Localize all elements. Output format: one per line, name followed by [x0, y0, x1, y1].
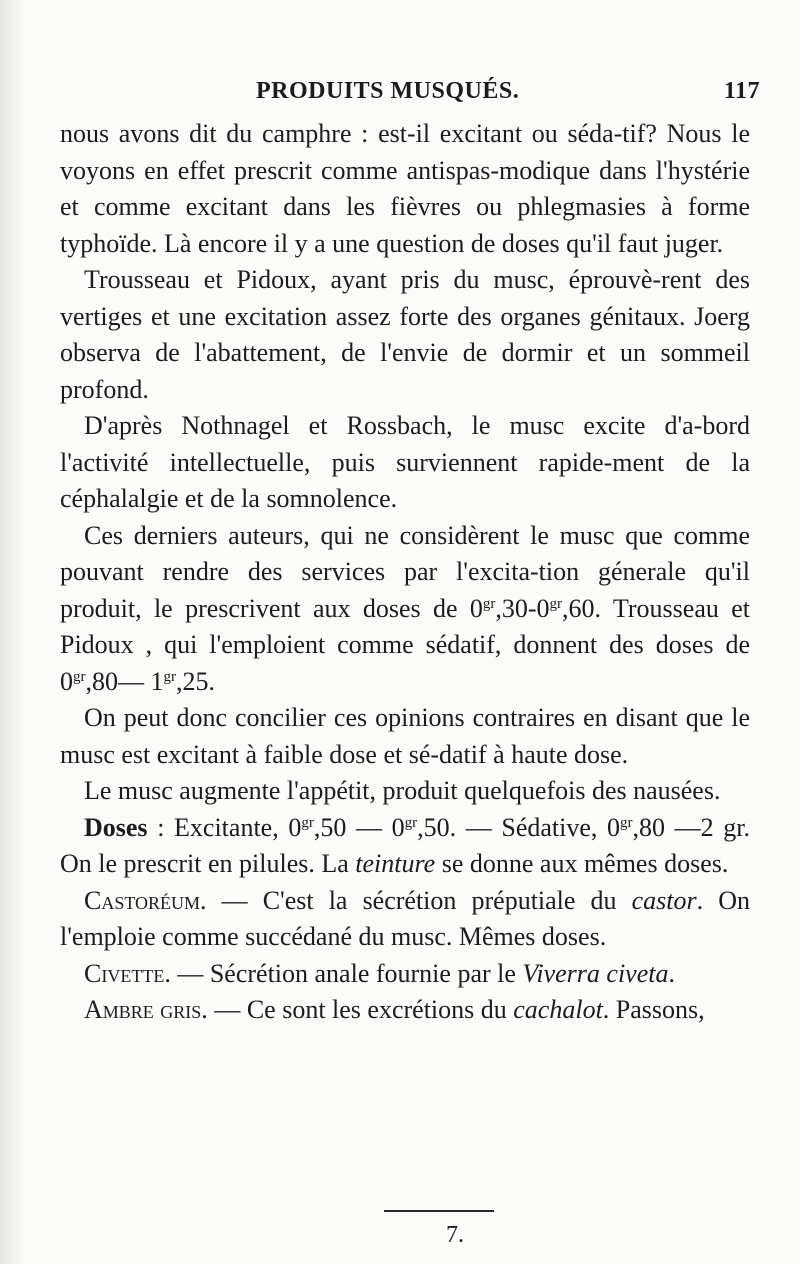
running-head — [60, 74, 760, 108]
paragraph-castoreum: Castoréum. — C'est la sécrétion préputiale du castor. On l'emploie comme succédané du musc. Mêmes doses. — [60, 885, 750, 951]
page-number: 117 — [723, 78, 760, 104]
running-title: PRODUITS MUSQUÉS. — [256, 78, 520, 104]
paragraph-appetit: Le musc augmente l'appétit, produit quelquefois des nausées. — [84, 776, 721, 805]
signature-mark: 7. — [446, 1222, 464, 1248]
paragraph-nothnagel: D'après Nothnagel et Rossbach, le musc excite d'a-bord l'activité intellectuelle, puis surviennent rapide-ment de la céphalalgie et de la somnolence. — [60, 411, 750, 513]
section-rule — [384, 1210, 494, 1212]
paragraph-trousseau: Trousseau et Pidoux, ayant pris du musc, éprouvè-rent des vertiges et une excitation assez forte des organes génitaux. Joerg observa de l'abattement, de l'envie de dormir et un sommeil profond. — [60, 265, 750, 404]
ambre-gris-label: Ambre gris. — [84, 995, 208, 1024]
paragraph-doses-auteurs: Ces derniers auteurs, qui ne considèrent le musc que comme pouvant rendre des services par l'excita-tion génerale qu'il produit, le prescrivent aux doses de $0^{gr},30-0^{gr},60$. Trousseau et Pidoux , qui l'emploient comme sédatif, donnent des doses de $0^{gr},80—$ $1^{gr},25$. — [60, 520, 750, 696]
civette-label: Civette. — [84, 958, 171, 988]
paragraph-doses: Doses : Excitante, $0^{gr},50$ — $0^{gr},50$. — Sédative, $0^{gr},80$ —2 gr. On le prescrit en pilules. La teinture se donne aux mêmes doses. — [60, 812, 751, 878]
paragraph-camphre: nous avons dit du camphre : est-il excitant ou séda-tif? Nous le voyons en effet prescrit comme antispas-modique dans l'hystérie et comme excitant dans les fièvres ou phlegmasies à forme typhoïde. Là encore il y a une question de doses qu'il faut juger. — [60, 119, 750, 258]
page-edge-shadow — [0, 0, 26, 1264]
doses-label: Doses — [84, 812, 148, 842]
paragraph-ambre-gris: Ambre gris. — Ce sont les excrétions du cachalot. Passons, — [84, 995, 705, 1024]
paragraph-concilier: On peut donc concilier ces opinions contraires en disant que le musc est excitant à faible dose et sé-datif à haute dose. — [60, 703, 750, 769]
castoreum-label: Castoréum. — [84, 885, 207, 915]
body-text — [60, 116, 750, 1029]
paragraph-civette: Civette. — Sécrétion anale fournie par le Viverra civeta. — [84, 958, 675, 988]
